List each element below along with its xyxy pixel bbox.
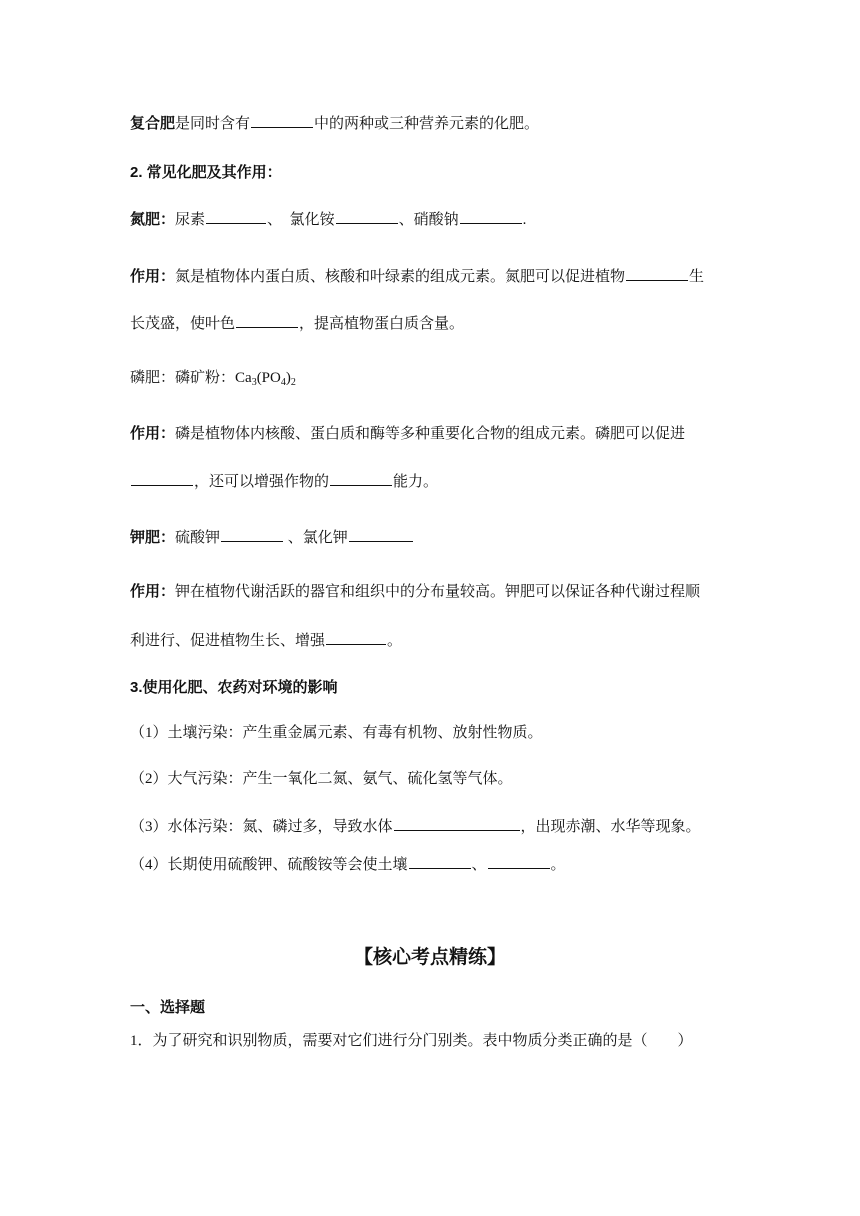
answer-blank bbox=[336, 208, 398, 224]
phosphorus-effect-line-2: ，还可以增强作物的 能力。 bbox=[130, 470, 438, 492]
answer-blank bbox=[236, 312, 298, 328]
choice-section-title: 一、选择题 bbox=[130, 1000, 206, 1016]
answer-blank bbox=[206, 208, 266, 224]
answer-blank bbox=[488, 853, 550, 869]
answer-blank bbox=[251, 112, 313, 128]
phosphorus-effect-line-1: 作用：磷是植物体内核酸、蛋白质和酶等多种重要化合物的组成元素。磷肥可以促进 bbox=[130, 425, 686, 442]
compound-fertilizer-term: 复合肥 bbox=[130, 115, 176, 132]
answer-blank bbox=[326, 629, 386, 645]
nitrogen-effect-line-1: 作用：氮是植物体内蛋白质、核酸和叶绿素的组成元素。氮肥可以促进植物 生 bbox=[130, 265, 704, 287]
answer-blank bbox=[394, 815, 520, 831]
answer-blank bbox=[460, 208, 522, 224]
potassium-fertilizer-line: 钾肥：硫酸钾 、氯化钾 bbox=[130, 526, 414, 548]
answer-blank bbox=[330, 470, 392, 486]
answer-blank bbox=[221, 526, 283, 542]
impact-item-3: （3）水体污染：氮、磷过多，导致水体 ，出现赤潮、水华等现象。 bbox=[130, 815, 701, 837]
section-3-title: 3.使用化肥、农药对环境的影响 bbox=[130, 679, 338, 696]
answer-blank bbox=[131, 470, 193, 486]
potassium-effect-line-2: 利进行、促进植物生长、增强 。 bbox=[130, 629, 402, 651]
practice-heading: 【核心考点精练】 bbox=[353, 947, 506, 968]
impact-item-4: （4）长期使用硫酸钾、硫酸铵等会使土壤 、 。 bbox=[130, 853, 566, 875]
potassium-effect-line-1: 作用：钾在植物代谢活跃的器官和组织中的分布量较高。钾肥可以保证各种代谢过程顺 bbox=[130, 583, 701, 600]
phosphorus-fertilizer-line: 磷肥：磷矿粉：$Ca_3(PO_4)_2$ bbox=[130, 369, 296, 388]
impact-item-2: （2）大气污染：产生一氧化二氮、氨气、硫化氢等气体。 bbox=[130, 771, 513, 787]
phosphate-formula: $Ca_3(PO_4)_2$ bbox=[235, 370, 296, 388]
answer-blank bbox=[349, 526, 413, 542]
nitrogen-effect-line-2: 长茂盛，使叶色 ，提高植物蛋白质含量。 bbox=[130, 312, 464, 334]
compound-fertilizer-line: 复合肥是同时含有 中的两种或三种营养元素的化肥。 bbox=[130, 112, 539, 134]
question-1: 1．为了研究和识别物质，需要对它们进行分门别类。表中物质分类正确的是（ ） bbox=[130, 1033, 693, 1049]
nitrogen-fertilizer-line: 氮肥：尿素 、 氯化铵 、硝酸钠 . bbox=[130, 208, 526, 230]
impact-item-1: （1）土壤污染：产生重金属元素、有毒有机物、放射性物质。 bbox=[130, 725, 543, 741]
answer-blank bbox=[626, 265, 688, 281]
answer-blank bbox=[409, 853, 471, 869]
section-2-title: 2. 常见化肥及其作用： bbox=[130, 164, 282, 181]
